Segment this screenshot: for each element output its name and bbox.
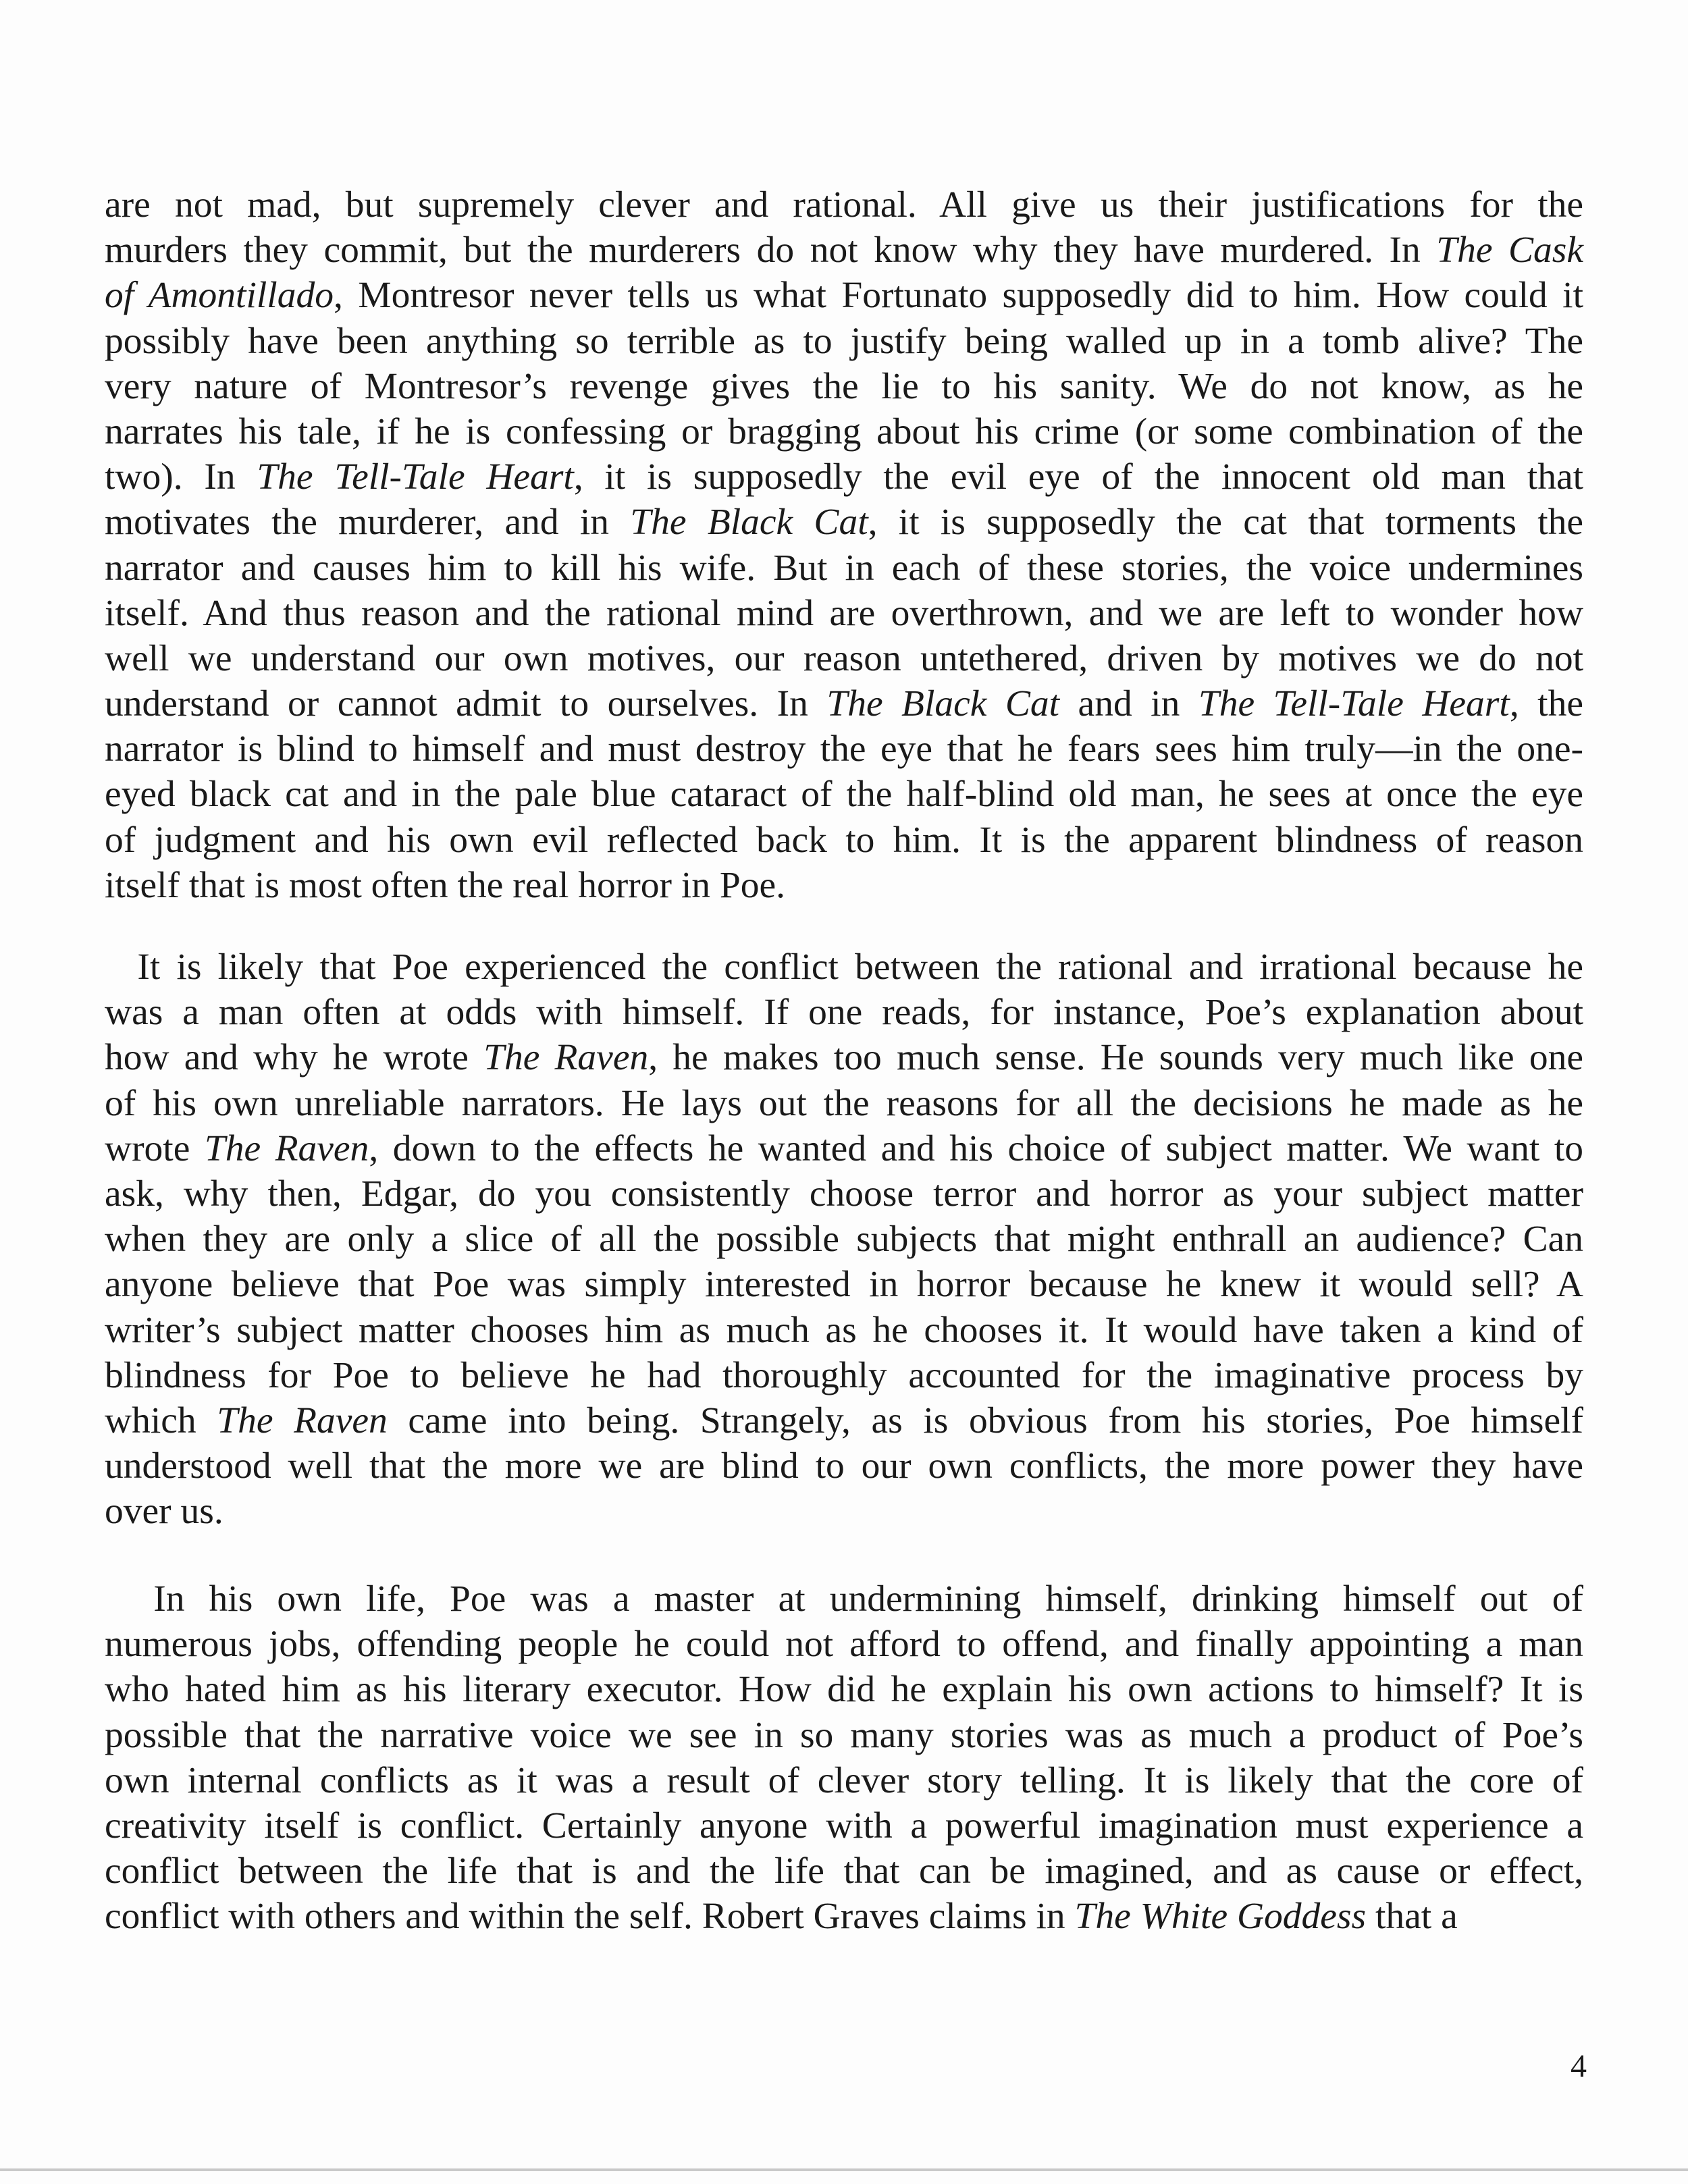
text-line (105, 591, 1583, 636)
text-line (105, 1667, 1583, 1712)
italic-title: The Black Cat (826, 683, 1060, 725)
text-line (105, 681, 1583, 726)
text-line (105, 944, 1583, 990)
text-line (105, 1126, 1583, 1171)
text-line (105, 1758, 1583, 1803)
text-run: creativity itself is conflict. Certainly anyone with a powerful imagination must experience a (105, 1805, 1583, 1846)
paragraph-3 (105, 1576, 1583, 1940)
text-run: conflict between the life that is and the life that can be imagined, and as cause or effect, (105, 1850, 1583, 1892)
text-line (105, 228, 1583, 273)
text-run: of judgment and his own evil reflected back to him. It is the apparent blindness of reason (105, 819, 1583, 861)
text-run: conflict with others and within the self. Robert Graves claims in (105, 1896, 1075, 1938)
text-run: how and why he wrote (105, 1037, 484, 1079)
italic-title: The Cask (1436, 230, 1584, 271)
text-line (105, 500, 1583, 545)
text-line (105, 1848, 1583, 1894)
text-run: writer’s subject matter chooses him as much as he chooses it. It would have taken a kind of (105, 1309, 1583, 1351)
text-line (105, 1353, 1583, 1398)
text-line (105, 1398, 1583, 1443)
text-run: narrates his tale, if he is confessing or bragging about his crime (or some combination of the (105, 410, 1583, 452)
text-run: two). In (105, 456, 257, 498)
page-number: 4 (1571, 2048, 1587, 2084)
text-run: very nature of Montresor’s revenge gives the lie to his sanity. We do not know, as he (105, 365, 1583, 407)
text-run: own internal conflicts as it was a result of clever story telling. It is likely that the core of (105, 1759, 1583, 1801)
text-run: , Montresor never tells us what Fortunato supposedly did to him. How could it (333, 275, 1583, 317)
paragraph-1 (105, 182, 1583, 908)
text-line (105, 772, 1583, 817)
text-line (105, 863, 1583, 908)
scan-edge-divider (0, 2168, 1688, 2171)
text-run: was a man often at odds with himself. If one reads, for instance, Poe’s explanation about (105, 992, 1583, 1034)
italic-title: The Raven (204, 1127, 369, 1169)
text-run: possible that the narrative voice we see in so many stories was as much a product of Poe’s (105, 1714, 1583, 1756)
text-run: understood well that the more we are blind to our own conflicts, the more power they have (105, 1445, 1583, 1487)
text-run: over us. (105, 1491, 223, 1533)
text-line (105, 818, 1583, 863)
text-line (105, 1713, 1583, 1758)
italic-title: The Black Cat (630, 502, 868, 543)
italic-title: The White Goddess (1074, 1896, 1367, 1938)
text-line (105, 1262, 1583, 1307)
paragraph-2 (105, 944, 1583, 1534)
text-line (105, 1035, 1583, 1080)
text-line (105, 1489, 1583, 1534)
text-line (105, 1894, 1583, 1939)
text-run: eyed black cat and in the pale blue cataract of the half-blind old man, he sees at once the eye (105, 774, 1583, 816)
text-line (105, 1803, 1583, 1848)
text-line (105, 1308, 1583, 1353)
italic-title: of Amontillado (105, 275, 334, 317)
text-run: , it is supposedly the evil eye of the innocent old man that (573, 456, 1583, 498)
text-run: that a (1366, 1896, 1458, 1938)
text-run: came into being. Strangely, as is obvious from his stories, Poe himself (387, 1400, 1584, 1441)
text-line (105, 1576, 1583, 1622)
text-run: possibly have been anything so terrible as to justify being walled up in a tomb alive? The (105, 320, 1583, 362)
text-line (105, 182, 1583, 228)
text-line (105, 1171, 1583, 1217)
text-line (105, 454, 1583, 500)
text-run: , down to the effects he wanted and his choice of subject matter. We want to (369, 1127, 1583, 1169)
text-run: ask, why then, Edgar, do you consistently choose terror and horror as your subject matter (105, 1173, 1583, 1215)
text-run: when they are only a slice of all the possible subjects that might enthrall an audience? Can (105, 1219, 1583, 1260)
text-run: In his own life, Poe was a master at undermining himself, drinking himself out of (105, 1578, 1583, 1620)
text-line (105, 545, 1583, 591)
text-run: numerous jobs, offending people he could not afford to offend, and finally appointing a man (105, 1624, 1583, 1666)
text-line (105, 319, 1583, 364)
italic-title: The Tell-Tale Heart (1198, 683, 1510, 725)
text-run: who hated him as his literary executor. How did he explain his own actions to himself? It is (105, 1669, 1583, 1711)
text-line (105, 273, 1583, 318)
text-run: anyone believe that Poe was simply interested in horror because he knew it would sell? A (105, 1264, 1583, 1306)
text-run: wrote (105, 1127, 205, 1169)
text-line (105, 1622, 1583, 1667)
text-run: murders they commit, but the murderers do not know why they have murdered. In (105, 230, 1437, 271)
italic-title: The Tell-Tale Heart (257, 456, 574, 498)
text-line (105, 1081, 1583, 1126)
text-run: and in (1059, 683, 1198, 725)
text-run: , the (1509, 683, 1583, 725)
text-run: are not mad, but supremely clever and rational. All give us their justifications for the (105, 184, 1583, 225)
text-run: itself. And thus reason and the rational mind are overthrown, and we are left to wonder how (105, 592, 1583, 634)
text-run: itself that is most often the real horror in Poe. (105, 864, 786, 906)
text-run: , he makes too much sense. He sounds very much like one (648, 1037, 1583, 1079)
text-run: narrator and causes him to kill his wife. But in each of these stories, the voice undermines (105, 547, 1583, 589)
text-line (105, 409, 1583, 454)
text-run: , it is supposedly the cat that torments the (868, 502, 1584, 543)
text-line (105, 1217, 1583, 1262)
italic-title: The Raven (483, 1037, 649, 1079)
text-line (105, 990, 1583, 1035)
text-run: narrator is blind to himself and must destroy the eye that he fears sees him truly—in the one- (105, 728, 1583, 770)
text-run: It is likely that Poe experienced the conflict between the rational and irrational because he (105, 947, 1583, 988)
text-line (105, 726, 1583, 772)
text-line (105, 636, 1583, 681)
text-run: of his own unreliable narrators. He lays out the reasons for all the decisions he made as he (105, 1082, 1583, 1124)
italic-title: The Raven (217, 1400, 388, 1441)
text-line (105, 1443, 1583, 1489)
text-run: motivates the murderer, and in (105, 502, 631, 543)
text-run: which (105, 1400, 217, 1441)
text-run: blindness for Poe to believe he had thoroughly accounted for the imaginative process by (105, 1354, 1583, 1396)
text-line (105, 364, 1583, 409)
text-run: well we understand our own motives, our reason untethered, driven by motives we do not (105, 637, 1583, 679)
text-run: understand or cannot admit to ourselves. In (105, 683, 827, 725)
